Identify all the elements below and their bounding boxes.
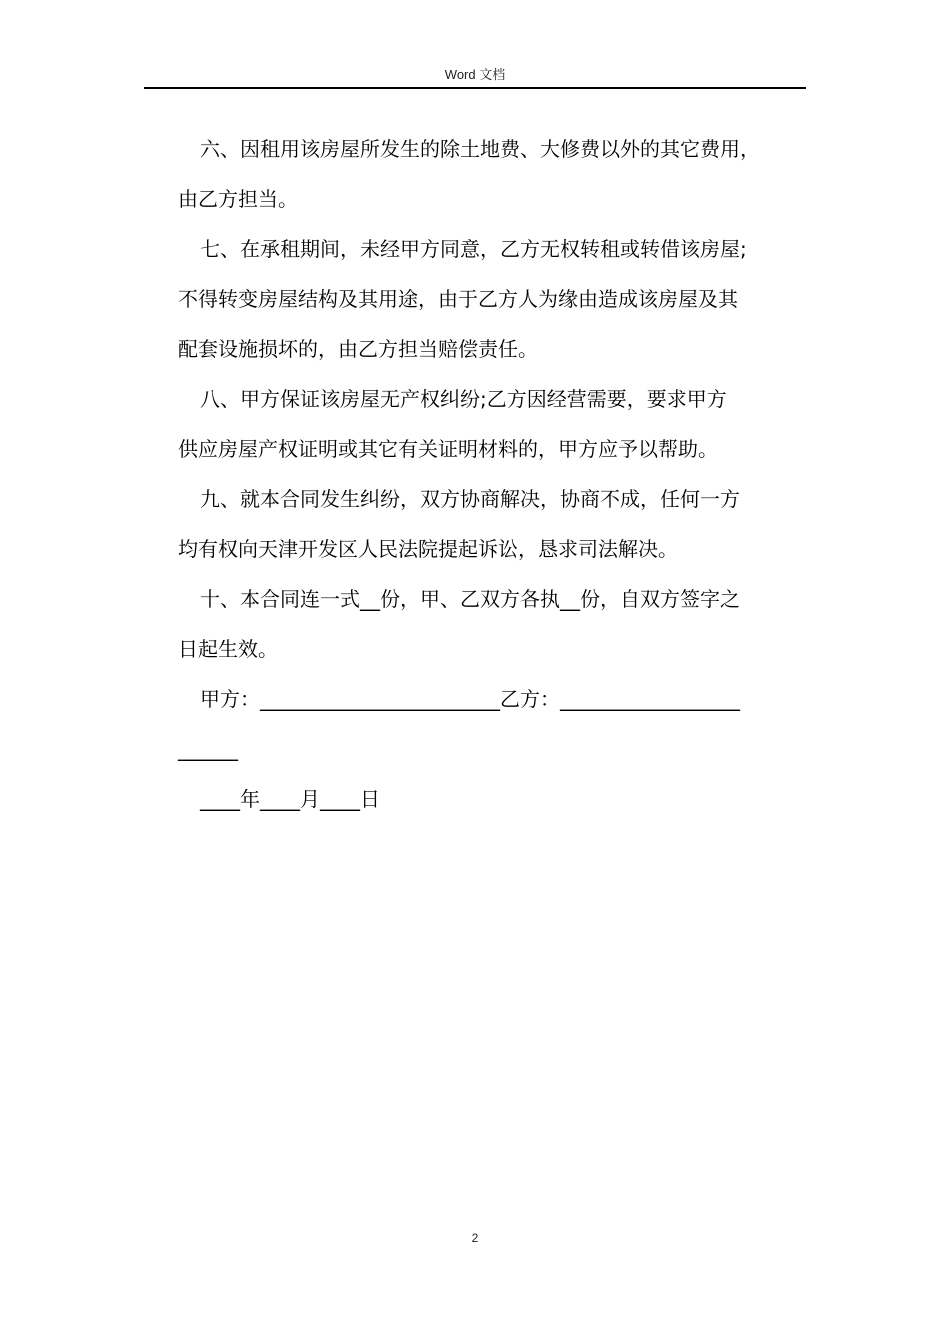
signature-block (178, 674, 818, 774)
clause-9-line-2: 均有权向天津开发区人民法院提起诉讼，恳求司法解决。 (178, 537, 678, 561)
page-number: 2 (471, 1231, 479, 1245)
clause-7-line-1: 七、在承租期间，未经甲方同意，乙方无权转租或转借该房屋; (200, 237, 747, 261)
clause-7 (178, 224, 818, 374)
clause-6-line-2: 由乙方担当。 (178, 187, 298, 211)
date-line: ____年____月____日 (200, 787, 380, 811)
clause-7-line-3: 配套设施损坏的，由乙方担当赔偿责任。 (178, 337, 538, 361)
clause-9-line-1: 九、就本合同发生纠纷，双方协商解决，协商不成，任何一方 (200, 487, 740, 511)
clause-6-line-1: 六、因租用该房屋所发生的除土地费、大修费以外的其它费用， (200, 137, 760, 161)
clause-10-line-2: 日起生效。 (178, 637, 278, 661)
clause-7-line-2: 不得转变房屋结构及其用途，由于乙方人为缘由造成该房屋及其 (178, 287, 738, 311)
clause-8 (178, 374, 818, 474)
signature-line: 甲方：________________________乙方：__________________ (200, 687, 740, 711)
clause-8-line-2: 供应房屋产权证明或其它有关证明材料的，甲方应予以帮助。 (178, 437, 718, 461)
clause-10-line-1: 十、本合同连一式__份，甲、乙双方各执__份，自双方签字之 (200, 587, 740, 611)
clause-9 (178, 474, 818, 574)
header-divider (144, 87, 806, 89)
document-body (178, 124, 818, 824)
date-block (178, 774, 818, 824)
signature-line-continued: ______ (178, 737, 238, 761)
page-header-title: Word 文档 (444, 67, 506, 82)
clause-8-line-1: 八、甲方保证该房屋无产权纠纷;乙方因经营需要，要求甲方 (200, 387, 727, 411)
clause-6 (178, 124, 818, 224)
clause-10 (178, 574, 818, 674)
